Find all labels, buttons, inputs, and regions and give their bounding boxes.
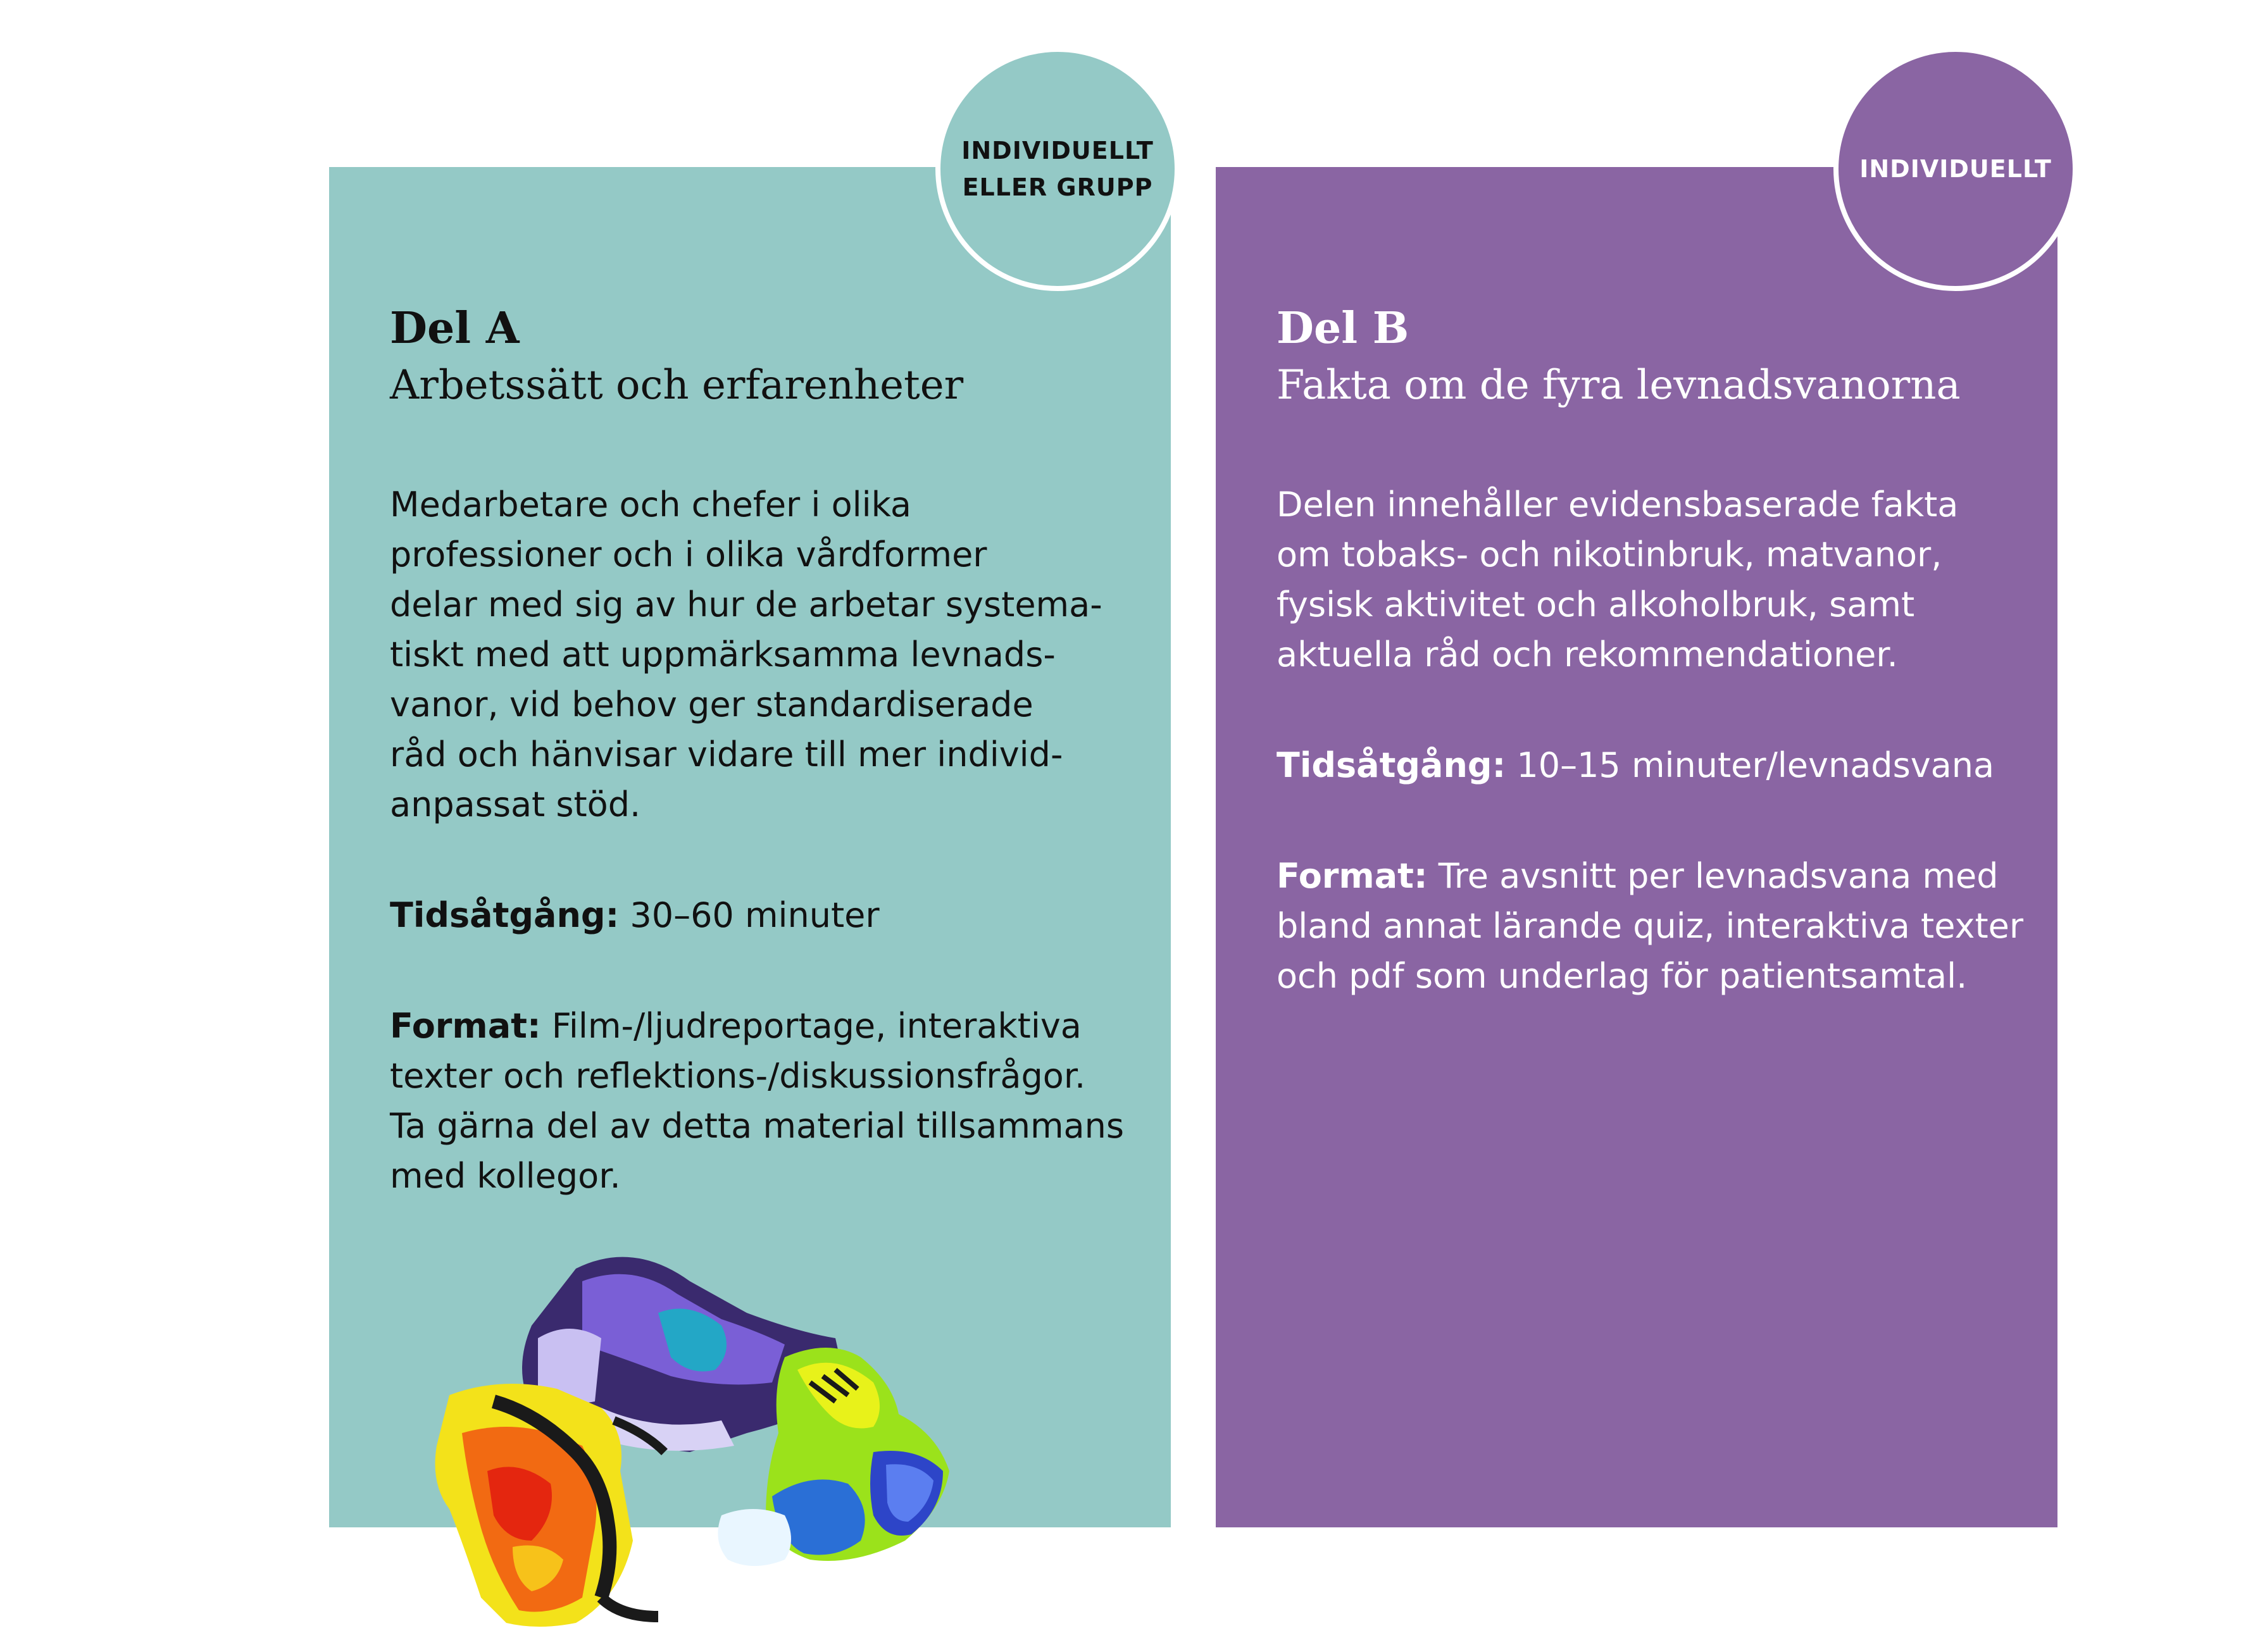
badge-individuellt <box>1833 47 2078 291</box>
badge-a-line: INDIVIDUELLT <box>961 137 1154 165</box>
del-b-title: Del B <box>1277 303 1409 354</box>
del-b-description-line: Delen innehåller evidensbaserade fakta <box>1277 485 1959 525</box>
del-a-title: Del A <box>390 303 520 354</box>
del-b-description-line: aktuella råd och rekommendationer. <box>1277 635 1898 674</box>
del-a-description-line: delar med sig av hur de arbetar systema- <box>390 585 1102 624</box>
sports-clothes-and-sneaker-illustration <box>392 1243 1013 1636</box>
del-b-description <box>1277 480 2036 680</box>
del-b-time-value: 10–15 minuter/levnadsvana <box>1506 745 1995 785</box>
del-b-content <box>1277 300 2036 1062</box>
del-b-format-line: och pdf som underlag för patientsamtal. <box>1277 956 1968 996</box>
del-a-content <box>390 300 1149 1262</box>
del-a-time-value: 30–60 minuter <box>619 895 880 935</box>
del-b-time-label: Tidsåtgång: <box>1277 745 1506 785</box>
del-b-format-line: bland annat lärande quiz, interaktiva texter <box>1277 906 2024 946</box>
del-b-format-line: Tre avsnitt per levnadsvana med <box>1427 856 1999 896</box>
badge-individuellt-eller-grupp <box>935 47 1180 291</box>
del-a-description-line: professioner och i olika vårdformer <box>390 535 987 574</box>
del-a-description <box>390 480 1124 829</box>
del-a-subtitle: Arbetssätt och erfarenheter <box>390 362 964 409</box>
del-b-description-line: om tobaks- och nikotinbruk, matvanor, <box>1277 535 1942 574</box>
del-a-description-line: råd och hänvisar vidare till mer individ- <box>390 735 1063 774</box>
del-b-subtitle: Fakta om de fyra levnadsvanorna <box>1277 362 1961 409</box>
del-a-format-line: texter och reflektions-/diskussionsfrågor. <box>390 1056 1086 1096</box>
del-a-format <box>390 1001 1124 1201</box>
del-a-format-label: Format: <box>390 1006 541 1046</box>
del-a-description-line: tiskt med att uppmärksamma levnads- <box>390 635 1056 674</box>
del-a-description-line: anpassat stöd. <box>390 785 641 824</box>
badge-b-label: INDIVIDUELLT <box>1859 155 2052 183</box>
del-a-description-line: vanor, vid behov ger standardiserade <box>390 685 1033 724</box>
card-del-b <box>1216 167 2057 1527</box>
badge-a-line: ELLER GRUPP <box>962 173 1153 201</box>
del-a-format-line: Ta gärna del av detta material tillsammans <box>390 1106 1124 1146</box>
del-a-format-line: Film-/ljudreportage, interaktiva <box>540 1006 1082 1046</box>
del-a-time <box>390 890 1124 940</box>
del-a-time-label: Tidsåtgång: <box>390 895 620 935</box>
del-b-description-line: fysisk aktivitet och alkoholbruk, samt <box>1277 585 1915 624</box>
del-b-format-label: Format: <box>1277 856 1428 896</box>
del-a-format-line: med kollegor. <box>390 1156 621 1196</box>
del-b-time <box>1277 740 2036 790</box>
del-a-description-line: Medarbetare och chefer i olika <box>390 485 912 525</box>
del-b-format <box>1277 851 2036 1001</box>
